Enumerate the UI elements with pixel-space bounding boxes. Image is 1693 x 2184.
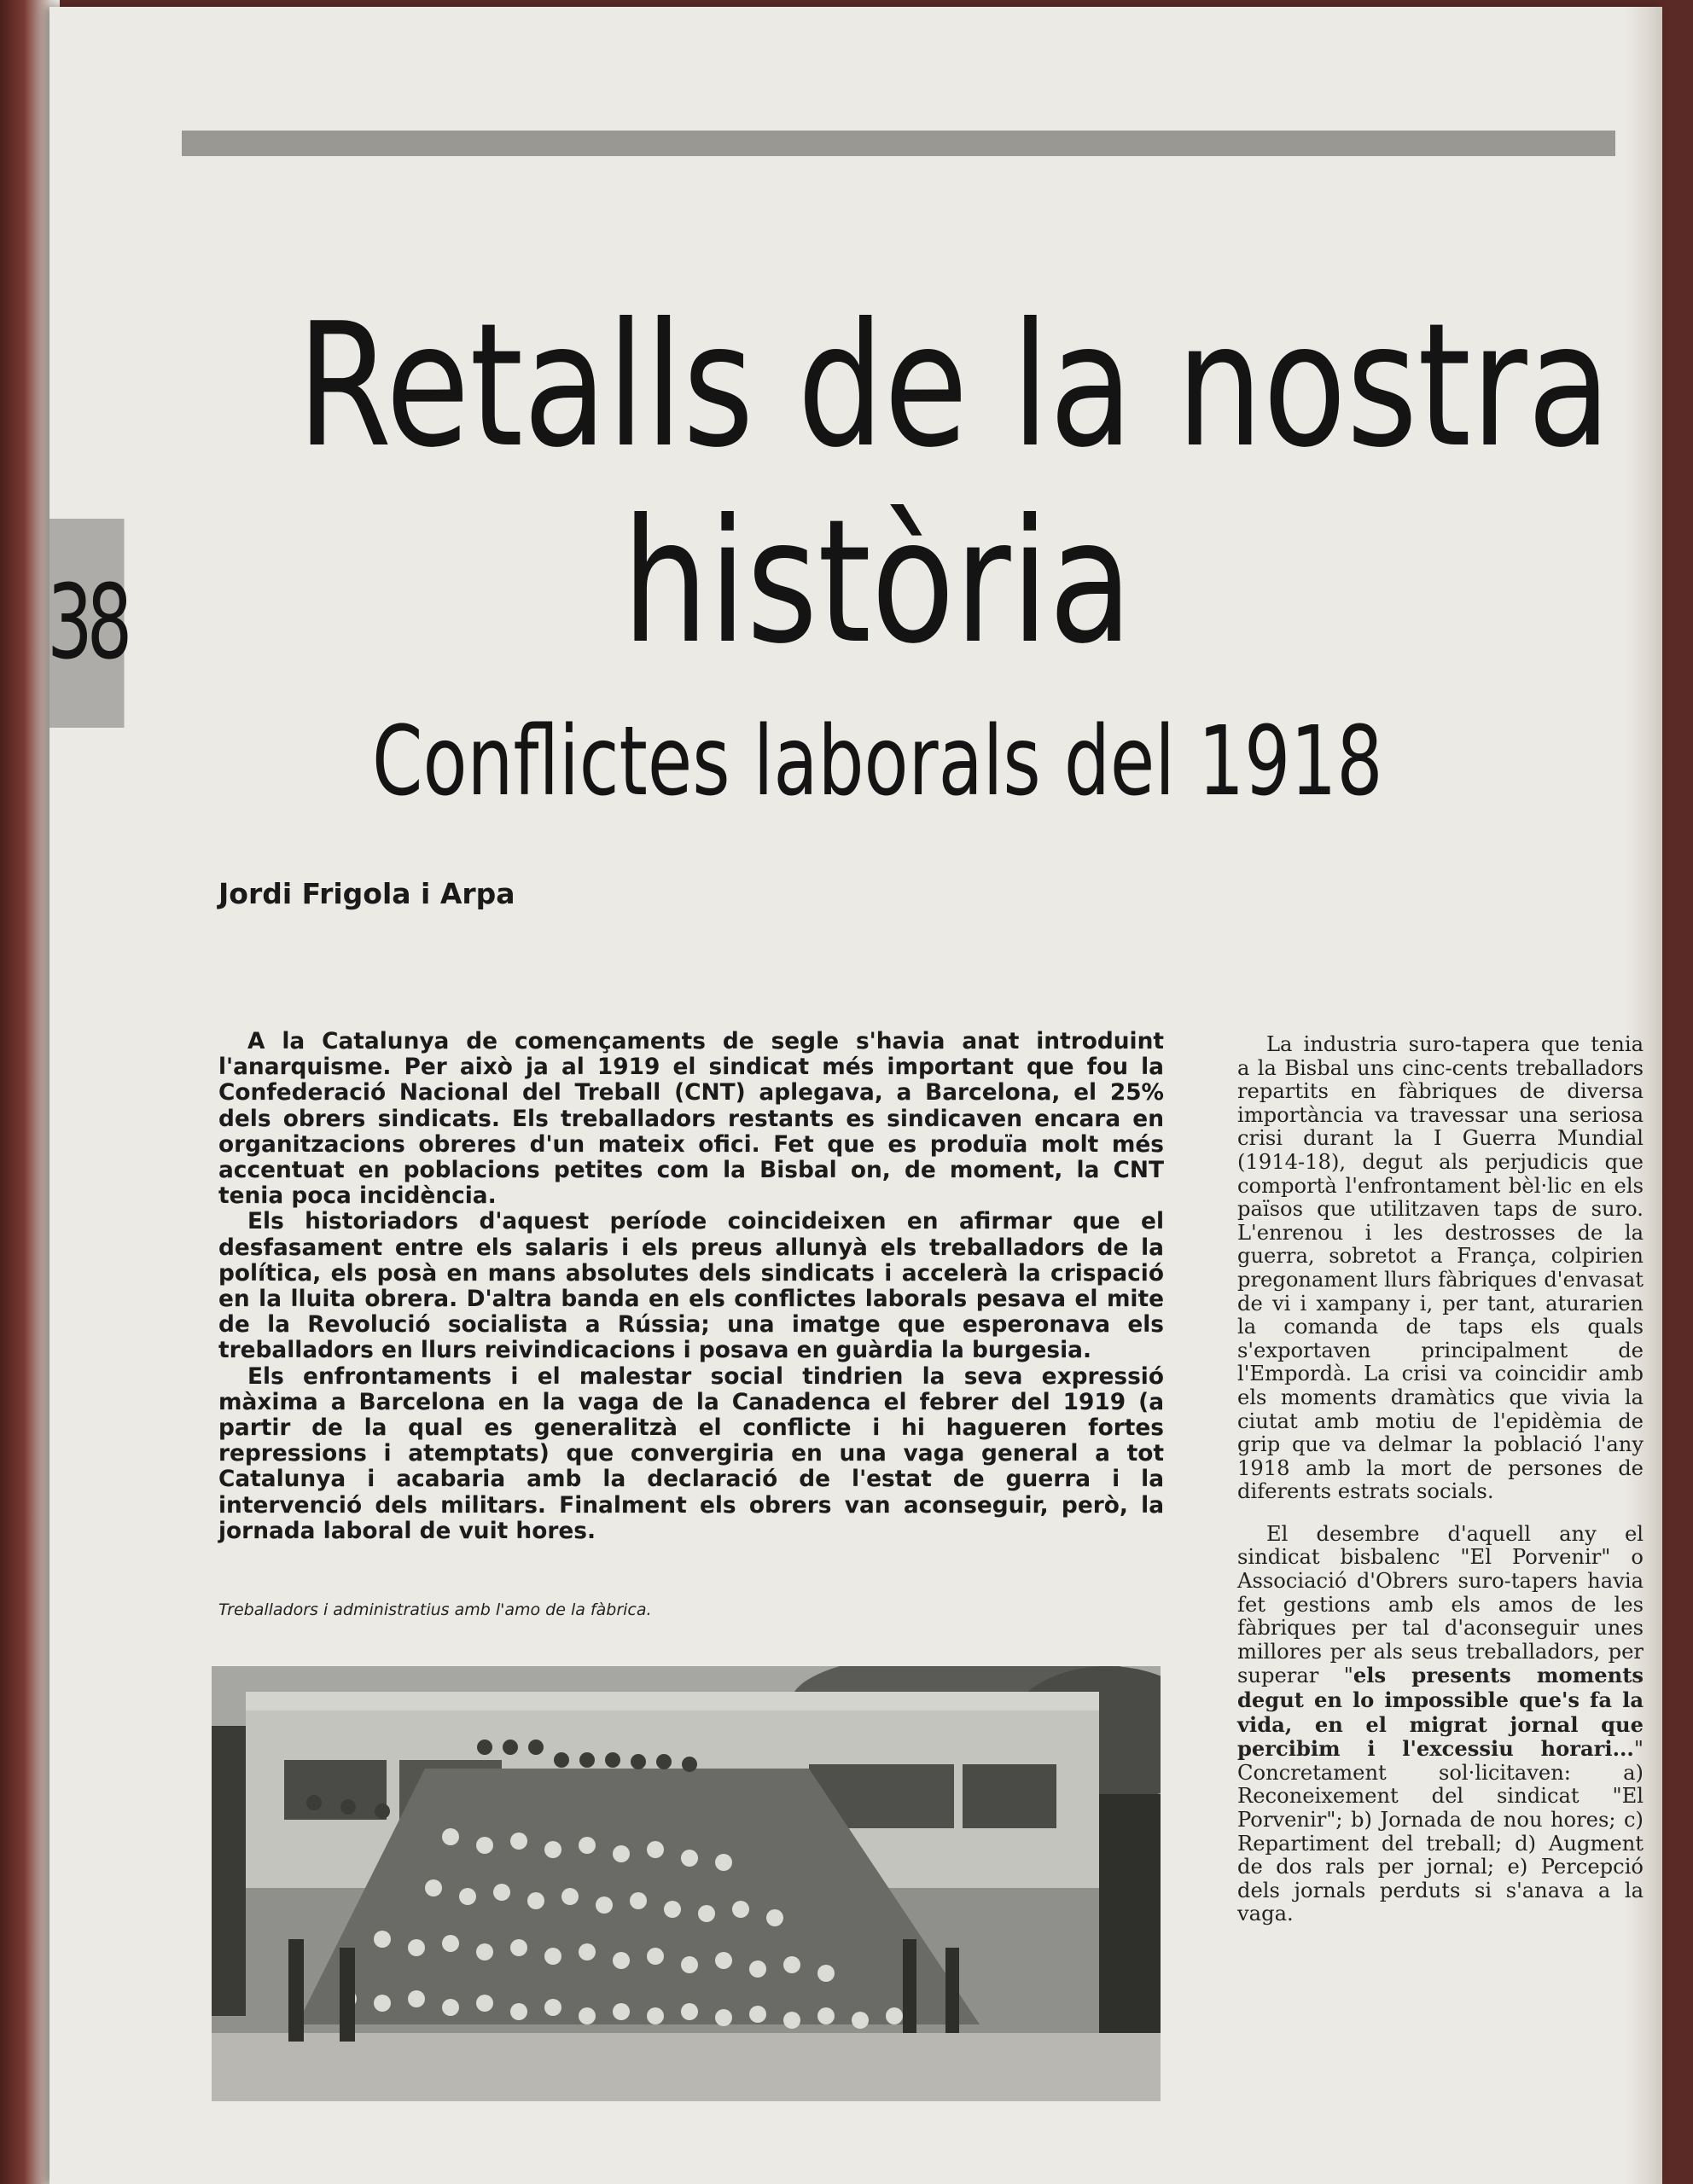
intro-paragraph-1: A la Catalunya de començaments de segle s'havia anat introduint l'anarquisme. Per això ja al 1919 el sindicat més important que fou la Confederació Nacional del Treball (CNT) aplegava, a Barcelona, el 25% dels obrers sindicats. Els treballadors restants es sindicaven encara en organitzacions obreres d'un mateix ofici. Fet que es produïa molt més accentuat en poblacions petites com la Bisbal on, de moment, la CNT tenia poca incidència. [218, 1028, 1164, 1210]
magazine-page [49, 7, 1662, 2184]
right-paragraph-1: La industria suro-tapera que tenia a la Bisbal uns cinc-cents treballadors repartits en fàbriques de diversa importància va travessar una seriosa crisi durant la I Guerra Mundial (1914-18), degut als perjudicis que comportà l'enfrontament bèl·lic en els països que utilitzaven taps de suro. L'enrenou i les destrosses de la guerra, sobretot a França, colpirien pregonament llurs fàbriques d'envasat de vi i xampany i, per tant, aturarien la comanda de taps els quals s'exportaven principalment de l'Empordà. La crisi va coincidir amb els moments dramàtics que vivia la ciutat amb motiu de l'epidèmia de grip que va delmar la població l'any 1918 amb la mort de persones de diferents estrats socials. [1237, 1032, 1644, 1504]
right-paragraph-2-start: El desembre d'aquell any el sindicat bisbalenc "El Porvenir" o Associació d'Obrers suro-tapers havia fet gestions amb els amos de les fàbriques per tal d'aconseguir unes millores per als seus treballadors, per superar " [1237, 1521, 1644, 1688]
page-number: 38 [47, 564, 127, 682]
title-line-1: Retalls de la nostra [297, 287, 1611, 485]
title-line-2: història [621, 483, 1133, 682]
article-title [152, 287, 1611, 682]
right-column-text [1237, 1033, 1644, 1945]
intro-text [218, 1029, 1164, 1544]
header-rule [182, 131, 1615, 156]
historical-photo [212, 1666, 1161, 2101]
subtitle-text: Conflictes laborals del 1918 [371, 706, 1383, 817]
right-paragraph-2-quote: els presents moments degut en lo impossible que's fa la vida, en el migrat jornal que percibim i l'excessiu horari... [1237, 1663, 1644, 1762]
article-subtitle [152, 706, 1603, 817]
photo-caption: Treballadors i administratius amb l'amo de la fàbrica. [218, 1600, 652, 1619]
intro-paragraph-3: Els enfrontaments i el malestar social tindrien la seva expressió màxima a Barcelona en la vaga de la Canadenca el febrer del 1919 (a partir de la qual es generalitzà el conflicte i hi hagueren fortes repressions i atemptats) que convergiria en una vaga general a tot Catalunya i acabaria amb la declaració de l'estat de guerra i la intervenció dels militars. Finalment els obrers van aconseguir, però, la jornada laboral de vuit hores. [218, 1362, 1164, 1544]
author-byline: Jordi Frigola i Arpa [218, 877, 515, 910]
right-paragraph-2-end: " Concretament sol·licitaven: a) Reconeixement del sindicat "El Porvenir"; b) Jornada de nou hores; c) Repartiment del treball; d) Augment de dos rals per jornal; e) Percepció dels jornals perduts si s'anava a la vaga. [1237, 1737, 1644, 1926]
right-paragraph-2 [1237, 1523, 1644, 1926]
page-number-tab [49, 519, 125, 728]
factory-workers-photo [212, 1666, 1161, 2101]
intro-paragraph-2: Els historiadors d'aquest període coincideixen en afirmar que el desfasament entre els salaris i els preus allunyà els treballadors de la política, els posà en mans absolutes dels sindicats i accelerà la crispació en la lluita obrera. D'altra banda en els conflictes laborals pesava el mite de la Revolució socialista a Rússia; una imatge que esperonava els treballadors en llurs reivindicacions i posava en guàrdia la burgesia. [218, 1208, 1164, 1364]
